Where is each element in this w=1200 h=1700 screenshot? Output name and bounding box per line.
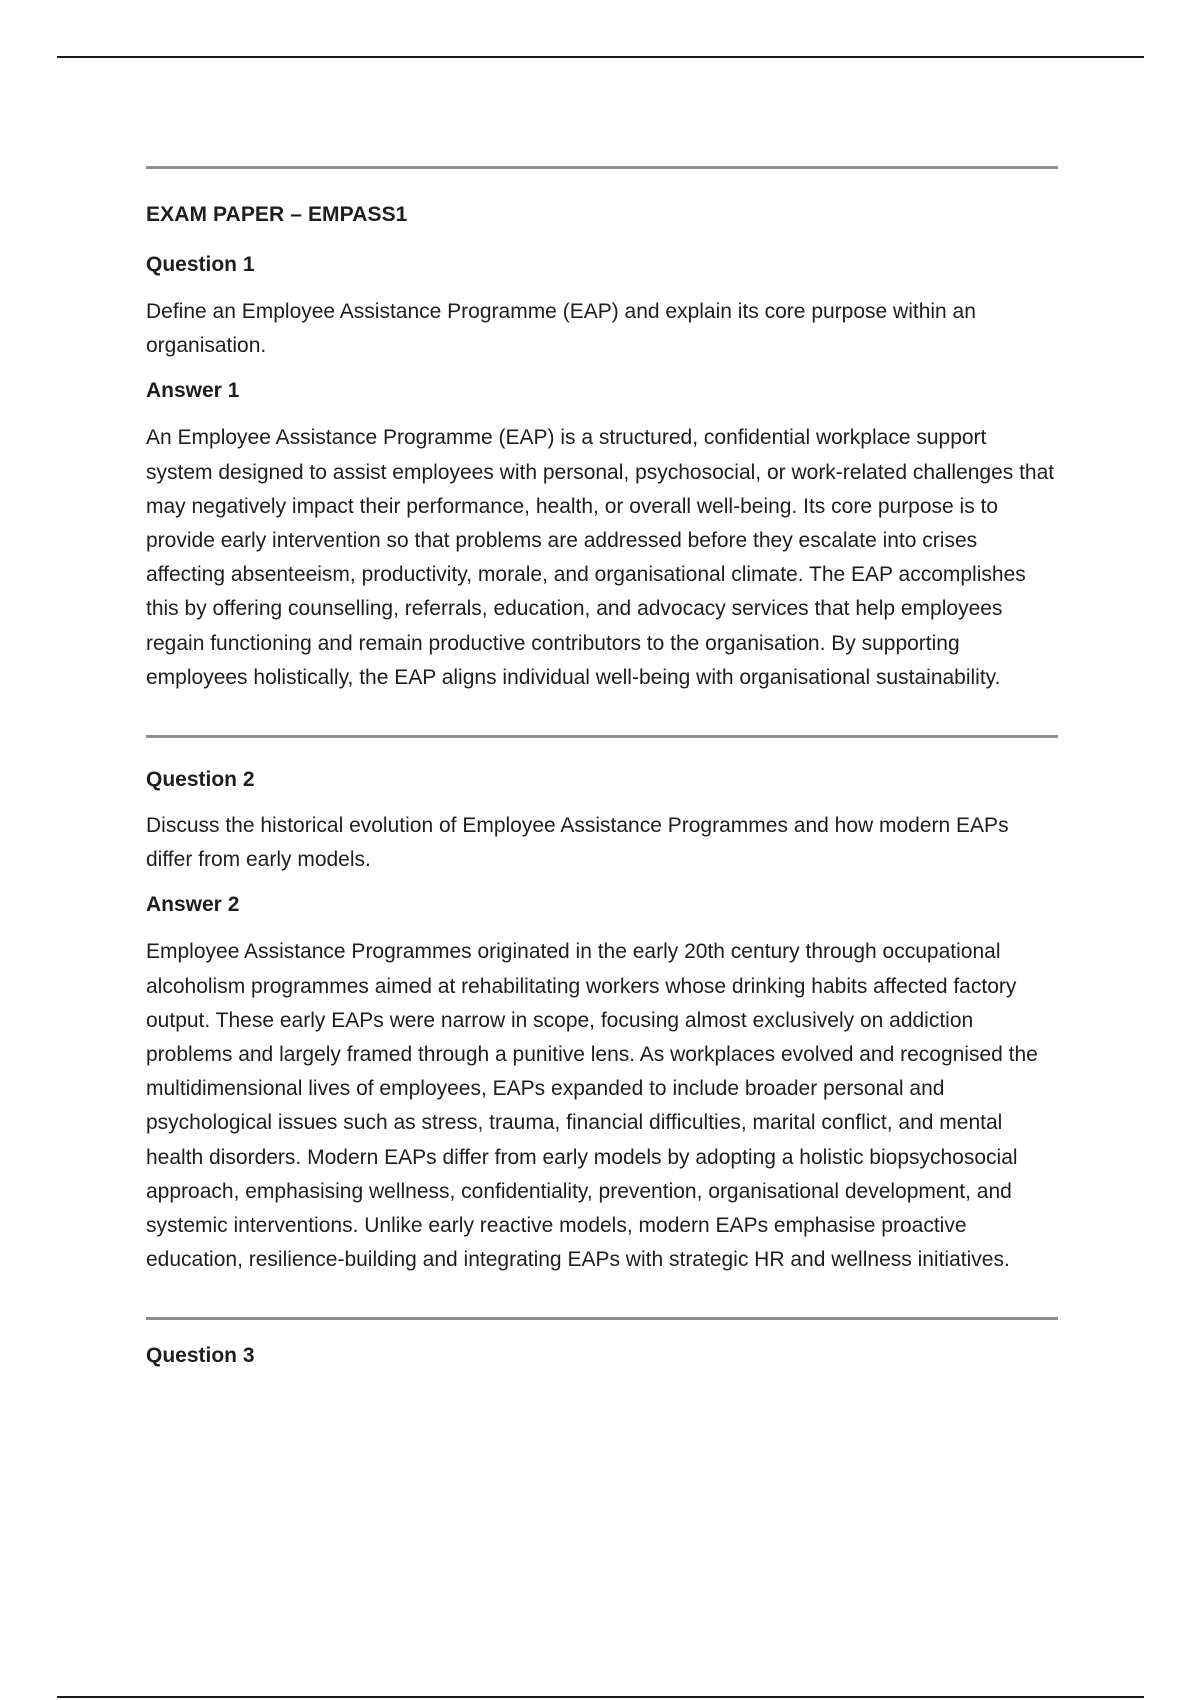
question-2-text: Discuss the historical evolution of Employee Assistance Programmes and how modern EAPs differ from early models. [146, 814, 1009, 872]
section-divider [146, 735, 1058, 738]
exam-title: EXAM PAPER – EMPASS1 [146, 203, 408, 226]
section-divider [146, 1317, 1058, 1320]
question-1-heading: Question 1 [146, 253, 255, 276]
exam-content [146, 166, 1058, 1371]
page-bottom-rule [57, 1696, 1144, 1698]
answer-2-text: Employee Assistance Programmes originated in the early 20th century through occupational alcoholism programmes aimed at rehabilitating workers whose drinking habits affected factory output. These early EAPs were narrow in scope, focusing almost exclusively on addiction problems and largely framed through a punitive lens. As workplaces evolved and recognised the multidimensional lives of employees, EAPs expanded to include broader personal and psychological issues such as stress, trauma, financial difficulties, marital conflict, and mental health disorders. Modern EAPs differ from early models by adopting a holistic biopsychosocial approach, emphasising wellness, confidentiality, prevention, organisational development, and systemic interventions. Unlike early reactive models, modern EAPs emphasise proactive education, resilience-building and integrating EAPs with strategic HR and wellness initiatives. [146, 940, 1038, 1272]
question-2-heading: Question 2 [146, 768, 255, 792]
answer-1-text: An Employee Assistance Programme (EAP) is a structured, confidential workplace support system designed to assist employees with personal, psychosocial, or work-related challenges that may negatively impact their performance, health, or overall well-being. Its core purpose is to provide early intervention so that problems are addressed before they escalate into crises affecting absenteeism, productivity, morale, and organisational climate. The EAP accomplishes this by offering counselling, referrals, education, and advocacy services that help employees regain functioning and remain productive contributors to the organisation. By supporting employees holistically, the EAP aligns individual well-being with organisational sustainability. [146, 426, 1055, 689]
page-top-rule [57, 56, 1144, 58]
answer-2-heading: Answer 2 [146, 893, 240, 917]
answer-1-heading: Answer 1 [146, 379, 240, 403]
question-3-heading: Question 3 [146, 1344, 255, 1368]
section-divider [146, 166, 1058, 169]
question-1-text: Define an Employee Assistance Programme (EAP) and explain its core purpose within an organisation. [146, 300, 976, 358]
